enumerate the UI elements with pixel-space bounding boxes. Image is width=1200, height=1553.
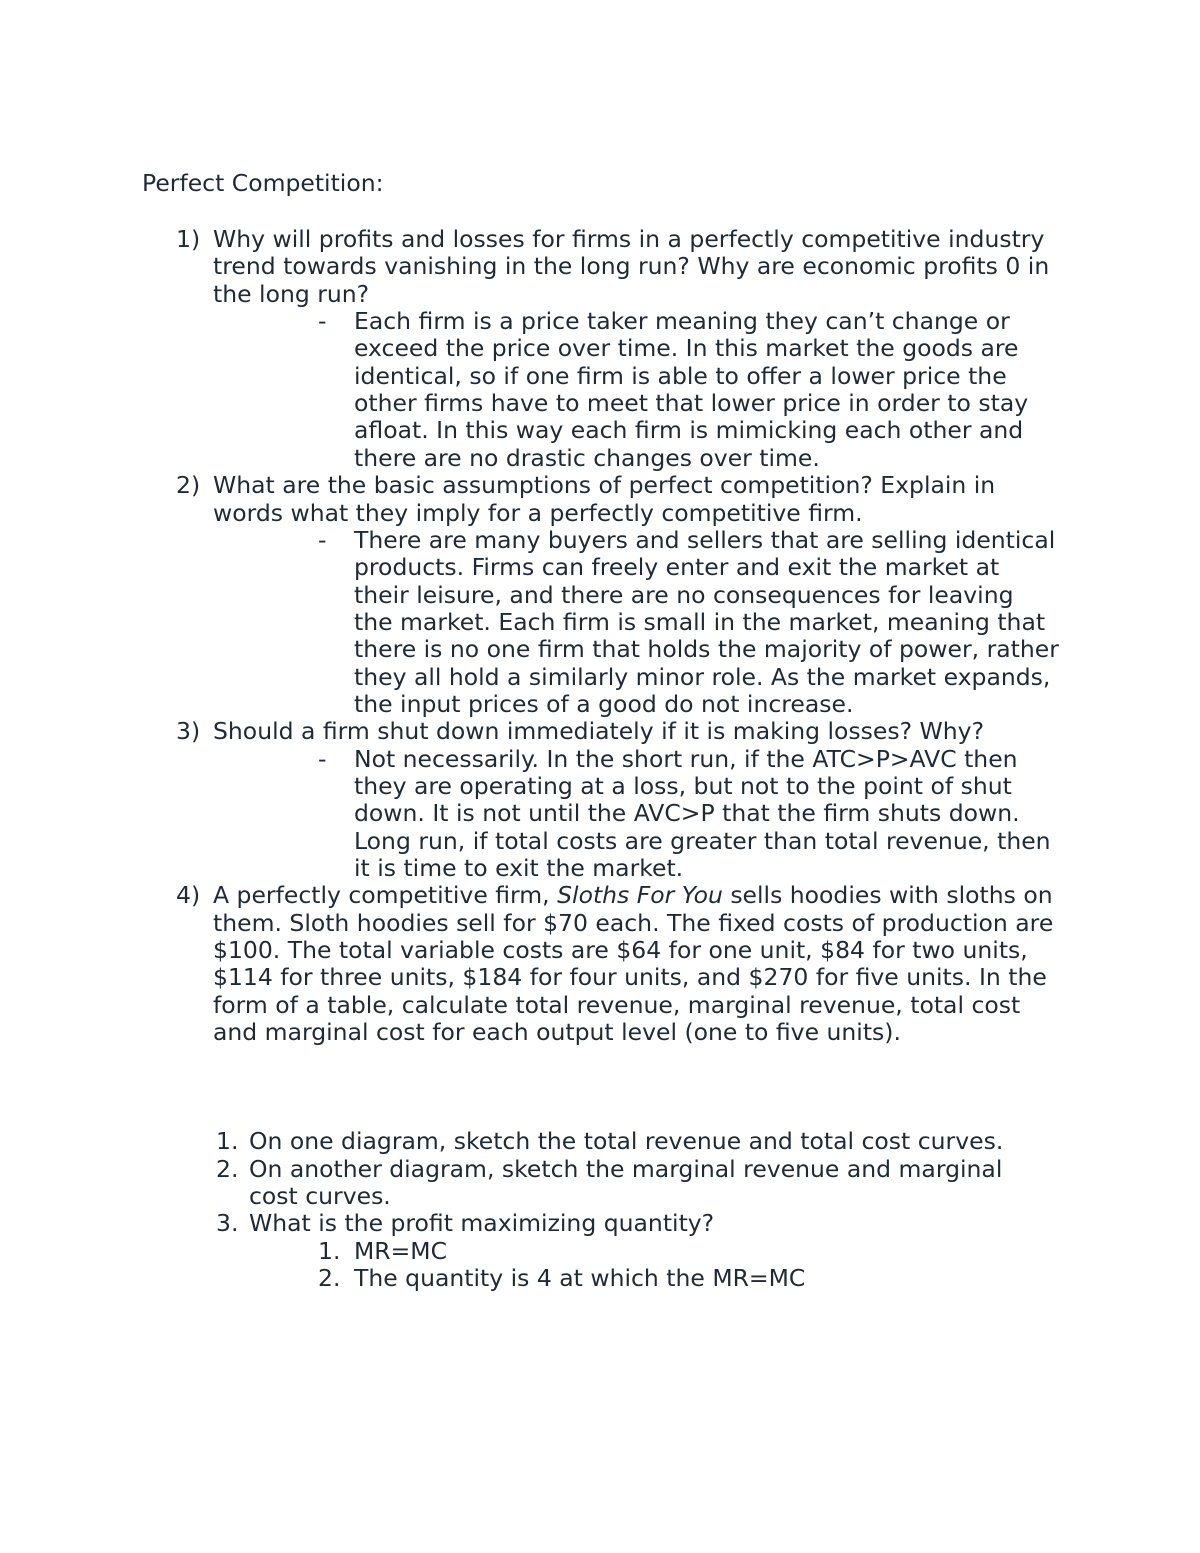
question-text-line: Should a firm shut down immediately if it is making losses? Why? [213, 717, 985, 745]
question-number: 3) [176, 717, 201, 745]
sub-question-text: What is the profit maximizing quantity? [249, 1209, 715, 1237]
answer-text-line: There are many buyers and sellers that are selling identical [354, 526, 1056, 554]
question-text-line: trend towards vanishing in the long run? Why are economic profits 0 in [213, 252, 1050, 280]
sub-question-text: On another diagram, sketch the marginal revenue and marginal [249, 1155, 1003, 1183]
question-text-line: Why will profits and losses for firms in a perfectly competitive industry [213, 225, 1045, 253]
question-text-line: $100. The total variable costs are $64 for one unit, $84 for two units, [213, 936, 1028, 964]
question-text-line: words what they imply for a perfectly competitive firm. [213, 499, 863, 527]
sub-question-number: 2. [216, 1155, 239, 1183]
bullet-dash: - [318, 526, 327, 554]
answer-text-line: down. It is not until the AVC>P that the firm shuts down. [354, 799, 1020, 827]
question-text-line: them. Sloth hoodies sell for $70 each. The fixed costs of production are [213, 909, 1054, 937]
answer-text-line: they all hold a similarly minor role. As the market expands, [354, 663, 1051, 691]
question-text-line: What are the basic assumptions of perfect competition? Explain in [213, 471, 996, 499]
answer-text-line: Not necessarily. In the short run, if the ATC>P>AVC then [354, 745, 1018, 773]
answer-text-line: identical, so if one firm is able to offer a lower price the [354, 362, 1007, 390]
answer-text-line: the input prices of a good do not increase. [354, 690, 854, 718]
answer-text-line: it is time to exit the market. [354, 854, 684, 882]
answer-text-line: afloat. In this way each firm is mimicking each other and [354, 416, 1024, 444]
company-name: Sloths For You [557, 881, 723, 909]
sub-answer-number: 2. [318, 1264, 341, 1292]
question-text-suffix: sells hoodies with sloths on [722, 881, 1053, 909]
sub-answer-text: MR=MC [354, 1237, 447, 1265]
answer-text-line: Each firm is a price taker meaning they can’t change or [354, 307, 1010, 335]
bullet-dash: - [318, 745, 327, 773]
answer-text-line: exceed the price over time. In this market the goods are [354, 334, 1019, 362]
question-text-line: $114 for three units, $184 for four units, and $270 for five units. In the [213, 963, 1047, 991]
question-text-line [213, 882, 1053, 909]
answer-text-line: their leisure, and there are no consequences for leaving [354, 581, 1014, 609]
question-text-line: the long run? [213, 280, 370, 308]
sub-question-text: On one diagram, sketch the total revenue and total cost curves. [249, 1127, 1004, 1155]
sub-question-number: 1. [216, 1127, 239, 1155]
question-text-line: and marginal cost for each output level (one to five units). [213, 1018, 901, 1046]
sub-answer-text: The quantity is 4 at which the MR=MC [354, 1264, 806, 1292]
bullet-dash: - [318, 307, 327, 335]
sub-answer-number: 1. [318, 1237, 341, 1265]
answer-text-line: they are operating at a loss, but not to the point of shut [354, 772, 1012, 800]
question-number: 1) [176, 225, 201, 253]
answer-text-line: Long run, if total costs are greater than total revenue, then [354, 827, 1051, 855]
answer-text-line: there is no one firm that holds the majority of power, rather [354, 635, 1059, 663]
page-title: Perfect Competition: [142, 169, 384, 197]
answer-text-line: products. Firms can freely enter and exit the market at [354, 553, 1000, 581]
question-text-line: form of a table, calculate total revenue, marginal revenue, total cost [213, 991, 1021, 1019]
sub-question-text: cost curves. [249, 1182, 391, 1210]
answer-text-line: there are no drastic changes over time. [354, 444, 820, 472]
question-text-prefix: A perfectly competitive firm, [213, 881, 558, 909]
answer-text-line: the market. Each firm is small in the market, meaning that [354, 608, 1046, 636]
question-number: 4) [176, 881, 201, 909]
answer-text-line: other firms have to meet that lower price in order to stay [354, 389, 1029, 417]
sub-question-number: 3. [216, 1209, 239, 1237]
question-number: 2) [176, 471, 201, 499]
